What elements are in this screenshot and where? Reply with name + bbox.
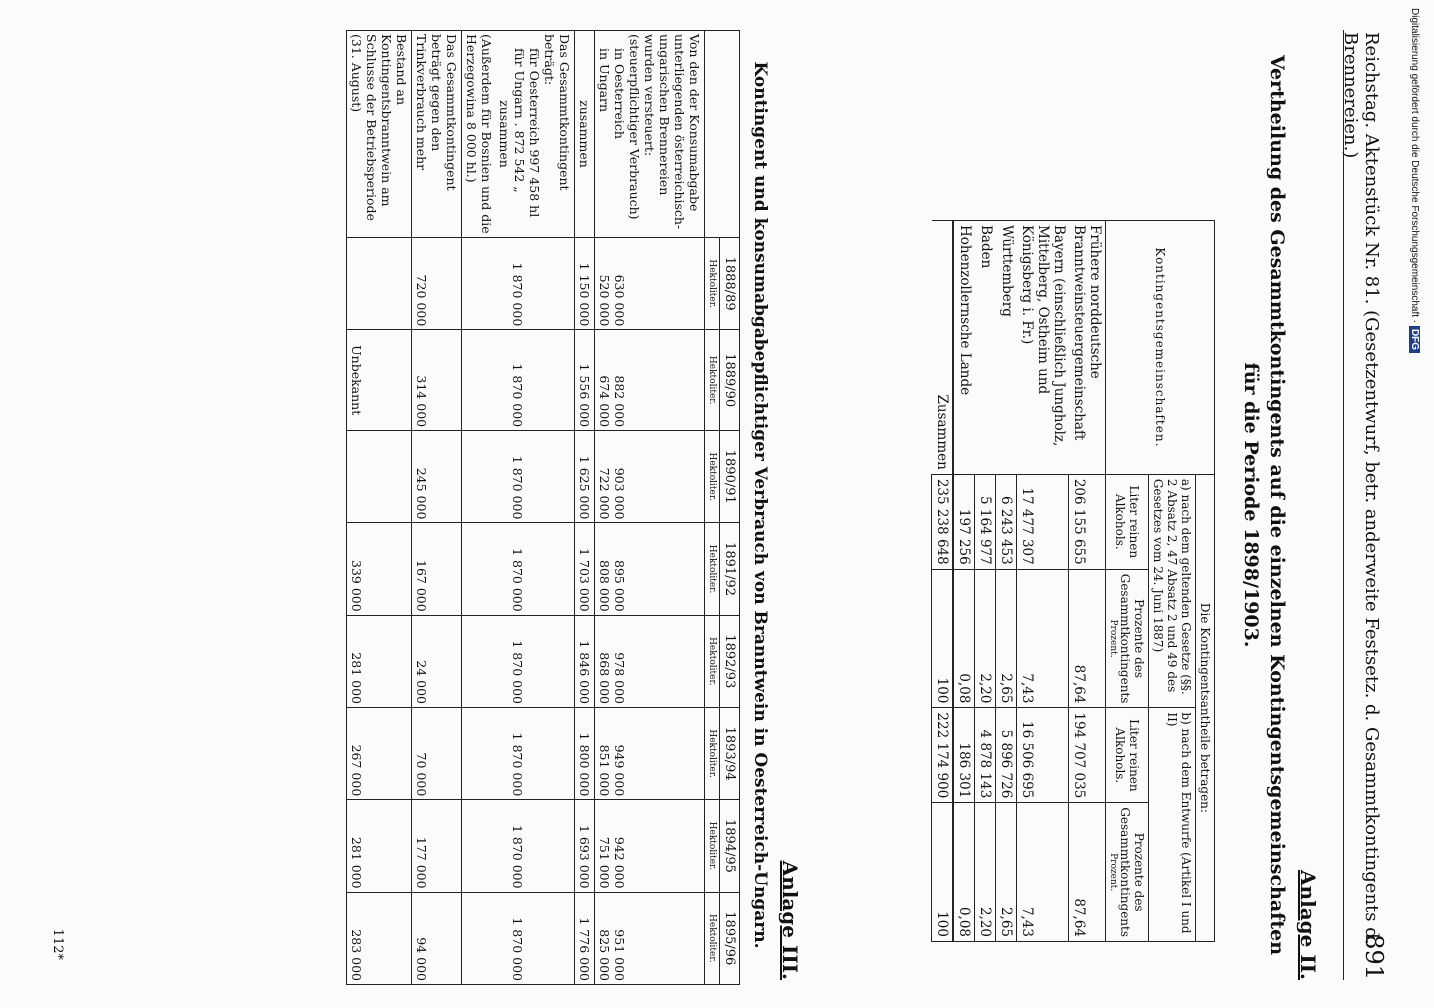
page-number: 891 — [1360, 934, 1388, 980]
col-label-blank — [705, 31, 740, 238]
digitization-credit: Digitalisierung gefördert durch die Deutsche Forschungsgemeinschaft · DFG — [1409, 8, 1420, 1008]
footer-mark: 112* — [50, 928, 65, 960]
anlage-2-title-line2: für die Periode 1898/1903. — [1240, 362, 1262, 648]
table-row-verbrauch: Von den der Konsumabgabe unterliegenden österreichisch-ungarischen Brennereien wurden versteuert: (steuerpflichtiger Verbrauch) in Oesterreich in Ungarn 630 000 520 000 882 000 674 000 903 000 722 000 895 000 808 000 978 000 868 000 949 000 851 000 942 000 751 000 951 000 825 000 — [595, 31, 705, 985]
anlage-2-label: Anlage II. — [1296, 870, 1320, 980]
col-year: 1891/92 — [720, 523, 740, 615]
table-row: Hohenzollernsche Lande 197 256 0,08 186 301 0,08 — [954, 221, 976, 942]
table-row: Württemberg 6 243 453 2,65 5 896 726 2,65 — [996, 221, 1017, 942]
unit-row: Hektoliter. Hektoliter. Hektoliter. Hektoliter. Hektoliter. Hektoliter. Hektoliter. Hektoliter. — [705, 31, 720, 985]
col-kontingentsantheile: Die Kontingentsantheile betragen: — [1196, 474, 1215, 941]
table-row: Bayern (einschließlich Jungholz, Mittelberg, Ostheim und Königsberg i. Fr.) 17 477 307 7,43 16 506 695 7,43 — [1017, 221, 1069, 942]
table-row-sum: Zusammen 235 238 648 100 222 174 900 100 — [932, 221, 954, 942]
col-year: 1895/96 — [720, 892, 740, 984]
col-a-liter: Liter reinen Alkohols. — [1106, 474, 1149, 569]
col-year: 1888/89 — [720, 238, 740, 330]
col-year: 1892/93 — [720, 615, 740, 707]
anlage-2-title-line1: Vertheilung des Gesammtkontingents auf die einzelnen Kontingentsgemeinschaften — [1266, 54, 1288, 956]
col-b-prozente: Prozente des Gesammtkontingents Prozent. — [1106, 803, 1149, 942]
table-row-bestand: Bestand an Kontingentsbranntwein am Schlusse der Betriebsperiode (31. August) Unbekannt 339 000 281 000 267 000 281 000 283 000 — [347, 31, 412, 985]
header-text: Reichstag. Aktenstück Nr. 81. (Gesetzentwurf, betr. anderweite Festsetz. d. Gesammtkontingents d. Brennereien.) — [1340, 32, 1382, 945]
table-row: Frühere norddeutsche Branntweinsteuergemeinschaft 206 155 655 87,64 194 707 035 87,64 — [1069, 221, 1106, 942]
col-year: 1894/95 — [720, 800, 740, 892]
anlage-2-table — [932, 220, 1216, 942]
running-header — [1340, 20, 1400, 990]
anlage-3-title: Kontingent und konsumabgabepflichtiger Verbrauch von Branntwein in Oesterreich-Ungarn. — [750, 61, 770, 949]
anlage-3-table — [346, 30, 740, 985]
col-b-liter: Liter reinen Alkohols. — [1106, 708, 1149, 803]
table-row: Baden 5 164 977 2,20 4 878 143 2,20 — [975, 221, 996, 942]
col-a-header: a) nach dem geltenden Gesetze (§§. 2 Absatz 2, 47 Absatz 2 und 49 des Gesetzes vom 24. Juni 1887) — [1149, 474, 1196, 708]
dfg-logo: DFG — [1409, 326, 1420, 353]
col-a-prozente: Prozente des Gesammtkontingents Prozent. — [1106, 569, 1149, 708]
col-kontingentsgemeinschaften: Kontingentsgemeinschaften. — [1106, 221, 1215, 475]
anlage-3-label: Anlage III. — [778, 860, 802, 980]
table-row-verbrauch-sum: zusammen 1 150 000 1 556 000 1 625 000 1 703 000 1 846 000 1 800 000 1 693 000 1 776 000 — [575, 31, 595, 985]
col-year: 1889/90 — [720, 330, 740, 431]
col-year: 1893/94 — [720, 708, 740, 800]
col-year: 1890/91 — [720, 431, 740, 523]
table-row-gesammtkontingent: Das Gesammtkontingent beträgt: für Oesterreich 997 458 hl für Ungarn . 872 542 „ zusammen (Außerdem für Bosnien und die Herzegowina 8 000 hl.) 1 870 000 1 870 000 1 870 000 1 870 000 1 870 000 1 870 000 1 870 000 1 870 000 — [462, 31, 575, 985]
col-b-header: b) nach dem Entwurfe (Artikel I und II) — [1149, 708, 1196, 942]
table-row-mehr: Das Gesammtkontingent beträgt gegen den Trinkverbrauch mehr 720 000 314 000 245 000 167 000 24 000 70 000 177 000 94 000 — [412, 31, 462, 985]
header-rule — [1343, 30, 1344, 980]
rotated-page — [40, 20, 1400, 990]
